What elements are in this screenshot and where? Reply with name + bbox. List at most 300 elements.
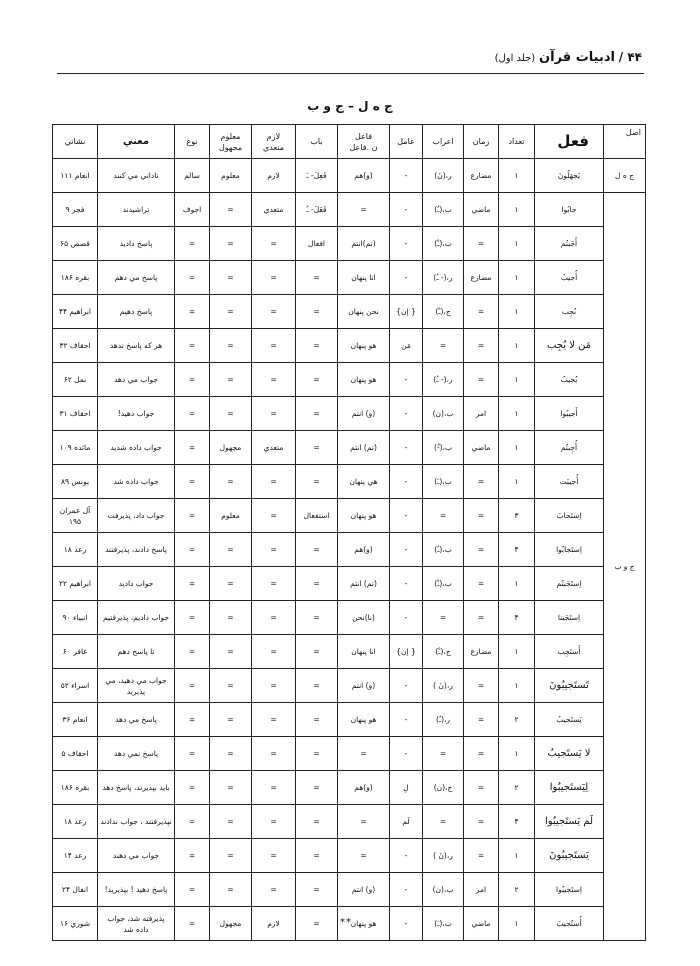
- cell-fael: (و) انتم: [338, 873, 390, 907]
- cell-bab: =: [296, 261, 338, 295]
- cell-maloom: =: [210, 465, 252, 499]
- cell-fel: اِستَجَبتُم: [535, 567, 604, 601]
- cell-tedad: ٢: [499, 873, 535, 907]
- cell-fael: (نا)نحن: [338, 601, 390, 635]
- cell-neshani: يونس ٨٩: [53, 465, 98, 499]
- cell-now: =: [175, 907, 210, 941]
- cell-neshani: بقره ١٨۶: [53, 261, 98, 295]
- cell-tedad: ١: [499, 159, 535, 193]
- col-amel: عامل: [390, 125, 423, 159]
- cell-amel: { إن}: [390, 295, 423, 329]
- cell-maloom: =: [210, 295, 252, 329]
- cell-erab: ر،(- ـُ): [423, 261, 464, 295]
- table-row: [53, 635, 646, 669]
- cell-zaman: =: [464, 499, 499, 533]
- cell-now: =: [175, 261, 210, 295]
- table-row: [53, 397, 646, 431]
- cell-neshani: انعام ١١١: [53, 159, 98, 193]
- cell-lazem: =: [252, 771, 296, 805]
- cell-erab: ب،(ن): [423, 397, 464, 431]
- cell-fael: (تم) انتم: [338, 431, 390, 465]
- cell-fel: نُجِب: [535, 295, 604, 329]
- cell-maloom: =: [210, 261, 252, 295]
- cell-asl: ج و ب: [604, 193, 646, 941]
- cell-bab: =: [296, 771, 338, 805]
- cell-amel: -: [390, 839, 423, 873]
- cell-tedad: ١: [499, 193, 535, 227]
- cell-lazem: =: [252, 465, 296, 499]
- cell-maana: تراشيدند: [98, 193, 175, 227]
- cell-now: =: [175, 431, 210, 465]
- cell-now: اجوف: [175, 193, 210, 227]
- cell-tedad: ١: [499, 431, 535, 465]
- cell-zaman: امر: [464, 397, 499, 431]
- cell-maloom: =: [210, 533, 252, 567]
- cell-tedad: ١: [499, 839, 535, 873]
- cell-zaman: =: [464, 805, 499, 839]
- cell-lazem: =: [252, 601, 296, 635]
- cell-tedad: ١: [499, 567, 535, 601]
- cell-neshani: ابراهيم ۴۴: [53, 295, 98, 329]
- cell-bab: =: [296, 397, 338, 431]
- cell-now: =: [175, 363, 210, 397]
- cell-fel: اِستَجابَ: [535, 499, 604, 533]
- cell-lazem: =: [252, 703, 296, 737]
- page-number: ۴۴ /: [618, 50, 642, 64]
- cell-zaman: =: [464, 771, 499, 805]
- header-row: [53, 125, 646, 159]
- cell-fael: (و)هم: [338, 159, 390, 193]
- cell-neshani: احقاف ٣٢: [53, 329, 98, 363]
- cell-fel: اِستَجابُوا: [535, 533, 604, 567]
- cell-lazem: =: [252, 533, 296, 567]
- cell-fael: =: [338, 737, 390, 771]
- cell-maloom: =: [210, 737, 252, 771]
- cell-fel: أُجيبُ: [535, 261, 604, 295]
- cell-tedad: ۴: [499, 805, 535, 839]
- cell-fel: اِستَجيبُوا: [535, 873, 604, 907]
- cell-bab: =: [296, 533, 338, 567]
- cell-maloom: =: [210, 805, 252, 839]
- cell-fael: =: [338, 805, 390, 839]
- cell-erab: =: [423, 329, 464, 363]
- cell-bab: =: [296, 635, 338, 669]
- cell-lazem: =: [252, 567, 296, 601]
- cell-amel: -: [390, 669, 423, 703]
- cell-bab: افعال: [296, 227, 338, 261]
- cell-now: =: [175, 839, 210, 873]
- cell-neshani: غافر ۶٠: [53, 635, 98, 669]
- cell-fel: أَستَجِب: [535, 635, 604, 669]
- cell-zaman: مضارع: [464, 159, 499, 193]
- table-row: [53, 771, 646, 805]
- header-rule: [57, 73, 644, 74]
- cell-erab: ب،(ـْ): [423, 567, 464, 601]
- cell-amel: -: [390, 227, 423, 261]
- cell-zaman: ماضي: [464, 907, 499, 941]
- cell-maana: پذيرفته شد، جواب داده شد: [98, 907, 175, 941]
- cell-erab: =: [423, 499, 464, 533]
- cell-maana: پاسخ مي دهد: [98, 703, 175, 737]
- cell-neshani: قصص ۶۵: [53, 227, 98, 261]
- cell-maloom: =: [210, 567, 252, 601]
- cell-amel: -: [390, 159, 423, 193]
- cell-lazem: =: [252, 873, 296, 907]
- cell-erab: ر،(نَ ): [423, 839, 464, 873]
- cell-fel: أُستُجيبَ: [535, 907, 604, 941]
- cell-maana: ناداني مي كنند: [98, 159, 175, 193]
- col-lazem: [252, 125, 296, 159]
- cell-neshani: رعد ١٨: [53, 533, 98, 567]
- cell-maana: پاسخ دادند، پذيرفتند: [98, 533, 175, 567]
- cell-zaman: =: [464, 533, 499, 567]
- cell-tedad: ١: [499, 295, 535, 329]
- table-row: [53, 159, 646, 193]
- cell-fael: انا پنهان: [338, 635, 390, 669]
- col-now: نوع: [175, 125, 210, 159]
- cell-bab: =: [296, 363, 338, 397]
- cell-bab: =: [296, 567, 338, 601]
- col-erab: اعراب: [423, 125, 464, 159]
- table-row: [53, 839, 646, 873]
- cell-maloom: =: [210, 635, 252, 669]
- cell-maana: پاسخ دهيد ! بپذيريد!: [98, 873, 175, 907]
- cell-bab: =: [296, 907, 338, 941]
- col-fel: فعل: [535, 125, 604, 159]
- cell-maloom: =: [210, 839, 252, 873]
- cell-fel: أَجيبُوا: [535, 397, 604, 431]
- cell-zaman: امر: [464, 873, 499, 907]
- cell-now: =: [175, 635, 210, 669]
- cell-now: =: [175, 567, 210, 601]
- cell-neshani: انفال ٢۴: [53, 873, 98, 907]
- cell-fel: لَم يَستَجيبُوا: [535, 805, 604, 839]
- cell-lazem: =: [252, 397, 296, 431]
- cell-neshani: شوري ١۶: [53, 907, 98, 941]
- table-row: [53, 567, 646, 601]
- col-maloom: [210, 125, 252, 159]
- cell-fael: انا پنهان: [338, 261, 390, 295]
- cell-erab: ب،(ـْ): [423, 227, 464, 261]
- cell-maloom: معلوم: [210, 499, 252, 533]
- cell-tedad: ٢: [499, 771, 535, 805]
- cell-amel: -: [390, 499, 423, 533]
- table-row: [53, 465, 646, 499]
- cell-amel: -: [390, 601, 423, 635]
- cell-bab: =: [296, 295, 338, 329]
- table-row: [53, 703, 646, 737]
- cell-lazem: =: [252, 737, 296, 771]
- table-row: [53, 737, 646, 771]
- cell-maloom: =: [210, 227, 252, 261]
- cell-fael: =: [338, 193, 390, 227]
- cell-amel: -: [390, 873, 423, 907]
- table-row: [53, 805, 646, 839]
- col-lazem-line1: لازم: [266, 131, 281, 141]
- cell-maana: تا پاسخ دهم: [98, 635, 175, 669]
- cell-bab: =: [296, 737, 338, 771]
- table-row: [53, 533, 646, 567]
- cell-bab: فَعَلَ- ـُ: [296, 193, 338, 227]
- cell-maana: جواب مي دهيد، مي پذيريد: [98, 669, 175, 703]
- cell-maana: جواب مي دهند: [98, 839, 175, 873]
- cell-erab: ب،(ـُ): [423, 533, 464, 567]
- cell-bab: =: [296, 465, 338, 499]
- cell-maloom: =: [210, 397, 252, 431]
- cell-lazem: =: [252, 499, 296, 533]
- cell-zaman: =: [464, 295, 499, 329]
- cell-amel: -: [390, 533, 423, 567]
- cell-fel: أُجِبتُم: [535, 431, 604, 465]
- cell-fael: هو پنهان: [338, 499, 390, 533]
- cell-tedad: ١: [499, 363, 535, 397]
- cell-erab: ج،(ن): [423, 771, 464, 805]
- cell-now: =: [175, 737, 210, 771]
- cell-lazem: لازم: [252, 159, 296, 193]
- cell-maana: جواب داديد: [98, 567, 175, 601]
- cell-bab: =: [296, 431, 338, 465]
- cell-zaman: =: [464, 669, 499, 703]
- cell-tedad: ۴: [499, 533, 535, 567]
- cell-tedad: ١: [499, 465, 535, 499]
- col-lazem-line2: متعدي: [262, 142, 285, 152]
- cell-lazem: =: [252, 669, 296, 703]
- cell-bab: =: [296, 669, 338, 703]
- table-row: [53, 329, 646, 363]
- cell-tedad: ١: [499, 669, 535, 703]
- cell-zaman: =: [464, 567, 499, 601]
- col-maloom-line2: مجهول: [218, 142, 243, 152]
- cell-erab: =: [423, 805, 464, 839]
- cell-maana: جواب داده شديد: [98, 431, 175, 465]
- cell-maloom: =: [210, 703, 252, 737]
- cell-amel: لِ: [390, 771, 423, 805]
- col-maana: معني: [98, 125, 175, 159]
- table-row: [53, 873, 646, 907]
- cell-tedad: ٢: [499, 703, 535, 737]
- cell-lazem: متعدي: [252, 193, 296, 227]
- cell-bab: =: [296, 805, 338, 839]
- cell-fael: هو پنهان: [338, 363, 390, 397]
- cell-fael: نحن پنهان: [338, 295, 390, 329]
- cell-neshani: نمل ۶٢: [53, 363, 98, 397]
- cell-fel: لا يَستَجيبُ: [535, 737, 604, 771]
- cell-amel: -: [390, 193, 423, 227]
- cell-tedad: ١: [499, 907, 535, 941]
- cell-lazem: لازم: [252, 907, 296, 941]
- cell-now: =: [175, 329, 210, 363]
- cell-amel: -: [390, 567, 423, 601]
- col-bab: باب: [296, 125, 338, 159]
- cell-erab: ب،(ـَ): [423, 907, 464, 941]
- cell-now: =: [175, 873, 210, 907]
- cell-erab: ب،(ـَ): [423, 465, 464, 499]
- cell-lazem: =: [252, 839, 296, 873]
- cell-bab: =: [296, 329, 338, 363]
- cell-tedad: ١: [499, 737, 535, 771]
- cell-maloom: =: [210, 669, 252, 703]
- col-zaman: زمان: [464, 125, 499, 159]
- cell-maana: پاسخ دهيم: [98, 295, 175, 329]
- cell-maana: هر كه پاسخ ندهد: [98, 329, 175, 363]
- cell-now: =: [175, 397, 210, 431]
- cell-zaman: =: [464, 329, 499, 363]
- book-title: ادبیات قرآن: [539, 50, 615, 65]
- cell-maana: جواب داديم، پذيرفتيم: [98, 601, 175, 635]
- cell-now: =: [175, 771, 210, 805]
- cell-maloom: =: [210, 873, 252, 907]
- cell-erab: ر،(ـُ): [423, 703, 464, 737]
- cell-bab: =: [296, 703, 338, 737]
- table-row: [53, 227, 646, 261]
- cell-bab: =: [296, 839, 338, 873]
- cell-maloom: =: [210, 771, 252, 805]
- cell-maloom: =: [210, 601, 252, 635]
- cell-maana: پاسخ مي دهم: [98, 261, 175, 295]
- cell-neshani: مائده ١٠٩: [53, 431, 98, 465]
- cell-fel: يَجهَلُونَ: [535, 159, 604, 193]
- cell-lazem: =: [252, 805, 296, 839]
- cell-amel: -: [390, 431, 423, 465]
- cell-fael: (و) انتم: [338, 669, 390, 703]
- cell-now: =: [175, 227, 210, 261]
- cell-asl: ج ه ل: [604, 159, 646, 193]
- cell-bab: =: [296, 873, 338, 907]
- cell-neshani: ابراهيم ٢٢: [53, 567, 98, 601]
- col-asl: اصل: [604, 125, 646, 159]
- cell-neshani: رعد ١٨: [53, 805, 98, 839]
- cell-erab: ب،(-ْ): [423, 431, 464, 465]
- cell-fael: (و)هم: [338, 771, 390, 805]
- cell-tedad: ۴: [499, 601, 535, 635]
- cell-now: =: [175, 499, 210, 533]
- cell-fael: هو پنهان: [338, 907, 390, 941]
- cell-fael: (تم)انتم: [338, 227, 390, 261]
- cell-neshani: انعام ٣۶: [53, 703, 98, 737]
- cell-neshani: انبياء ٩٠: [53, 601, 98, 635]
- cell-now: =: [175, 295, 210, 329]
- cell-zaman: ماضي: [464, 193, 499, 227]
- cell-now: سالم: [175, 159, 210, 193]
- section-title: ج ه ل – ج و ب: [307, 99, 393, 113]
- cell-erab: ب،(ن): [423, 873, 464, 907]
- cell-fael: =: [338, 839, 390, 873]
- table-row: [53, 669, 646, 703]
- cell-now: =: [175, 703, 210, 737]
- cell-zaman: =: [464, 465, 499, 499]
- cell-maana: پاسخ داديد: [98, 227, 175, 261]
- cell-now: =: [175, 465, 210, 499]
- cell-fel: أُجيبَت: [535, 465, 604, 499]
- cell-lazem: =: [252, 635, 296, 669]
- cell-zaman: =: [464, 839, 499, 873]
- table-row: [53, 295, 646, 329]
- cell-maana: جواب مي دهد: [98, 363, 175, 397]
- cell-lazem: =: [252, 227, 296, 261]
- cell-maloom: =: [210, 363, 252, 397]
- cell-lazem: متعدي: [252, 431, 296, 465]
- cell-zaman: ماضي: [464, 431, 499, 465]
- cell-fael: هو پنهان: [338, 329, 390, 363]
- cell-maloom: مجهول: [210, 431, 252, 465]
- cell-tedad: ١: [499, 227, 535, 261]
- cell-fel: اِستَجَبنا: [535, 601, 604, 635]
- cell-tedad: ١: [499, 635, 535, 669]
- cell-erab: ر،(نَ): [423, 159, 464, 193]
- cell-maana: جواب داده شد: [98, 465, 175, 499]
- col-neshani: نشاني: [53, 125, 98, 159]
- cell-maana: جواب داد، پذيرفت: [98, 499, 175, 533]
- cell-erab: =: [423, 601, 464, 635]
- cell-lazem: =: [252, 295, 296, 329]
- cell-lazem: =: [252, 261, 296, 295]
- cell-bab: فَعِلَ- ـَ: [296, 159, 338, 193]
- cell-bab: =: [296, 601, 338, 635]
- cell-lazem: =: [252, 363, 296, 397]
- cell-now: =: [175, 669, 210, 703]
- cell-maloom: مجهول: [210, 907, 252, 941]
- col-fael-line2: ن .فاعل: [349, 142, 378, 152]
- cell-neshani: بقره ١٨۶: [53, 771, 98, 805]
- cell-zaman: =: [464, 227, 499, 261]
- col-maloom-line1: معلوم: [220, 131, 241, 141]
- cell-fel: مَن لا يُجِب: [535, 329, 604, 363]
- cell-amel: مَن: [390, 329, 423, 363]
- volume-label: (جلد اول): [494, 53, 536, 64]
- table-body: [53, 159, 646, 941]
- cell-neshani: فجر ٩: [53, 193, 98, 227]
- cell-fel: أَجَبتُم: [535, 227, 604, 261]
- cell-maana: بايد بپذيرند، پاسخ دهد: [98, 771, 175, 805]
- cell-zaman: =: [464, 363, 499, 397]
- cell-maana: پاسخ نمي دهد: [98, 737, 175, 771]
- cell-fael: هو پنهان: [338, 703, 390, 737]
- cell-maana: جواب دهيد!: [98, 397, 175, 431]
- table-row: [53, 499, 646, 533]
- cell-erab: ر،(- ـُ): [423, 363, 464, 397]
- cell-maloom: =: [210, 193, 252, 227]
- cell-amel: -: [390, 465, 423, 499]
- col-fael: [338, 125, 390, 159]
- cell-erab: ر،(نَ ): [423, 669, 464, 703]
- cell-now: =: [175, 533, 210, 567]
- cell-zaman: =: [464, 703, 499, 737]
- cell-amel: { إن}: [390, 635, 423, 669]
- running-head: [495, 50, 642, 65]
- cell-zaman: =: [464, 601, 499, 635]
- cell-fel: لِيَستَجيبُوا: [535, 771, 604, 805]
- cell-neshani: احقاف ٣١: [53, 397, 98, 431]
- cell-amel: -: [390, 703, 423, 737]
- cell-zaman: =: [464, 737, 499, 771]
- cell-neshani: آل عمران ١٩۵: [53, 499, 98, 533]
- cell-fael: (و) انتم: [338, 397, 390, 431]
- cell-now: =: [175, 601, 210, 635]
- cell-erab: ج،(ـْ): [423, 295, 464, 329]
- cell-lazem: =: [252, 329, 296, 363]
- cell-zaman: مضارع: [464, 635, 499, 669]
- footer-mark: **: [340, 917, 352, 928]
- cell-tedad: ٣: [499, 499, 535, 533]
- cell-fel: يَستَجيبُونَ: [535, 839, 604, 873]
- verb-table: [52, 124, 646, 941]
- cell-fel: جابُوا: [535, 193, 604, 227]
- cell-erab: =: [423, 737, 464, 771]
- cell-fael: (و)هم: [338, 533, 390, 567]
- cell-fael: (تم) انتم: [338, 567, 390, 601]
- cell-amel: -: [390, 261, 423, 295]
- cell-amel: -: [390, 397, 423, 431]
